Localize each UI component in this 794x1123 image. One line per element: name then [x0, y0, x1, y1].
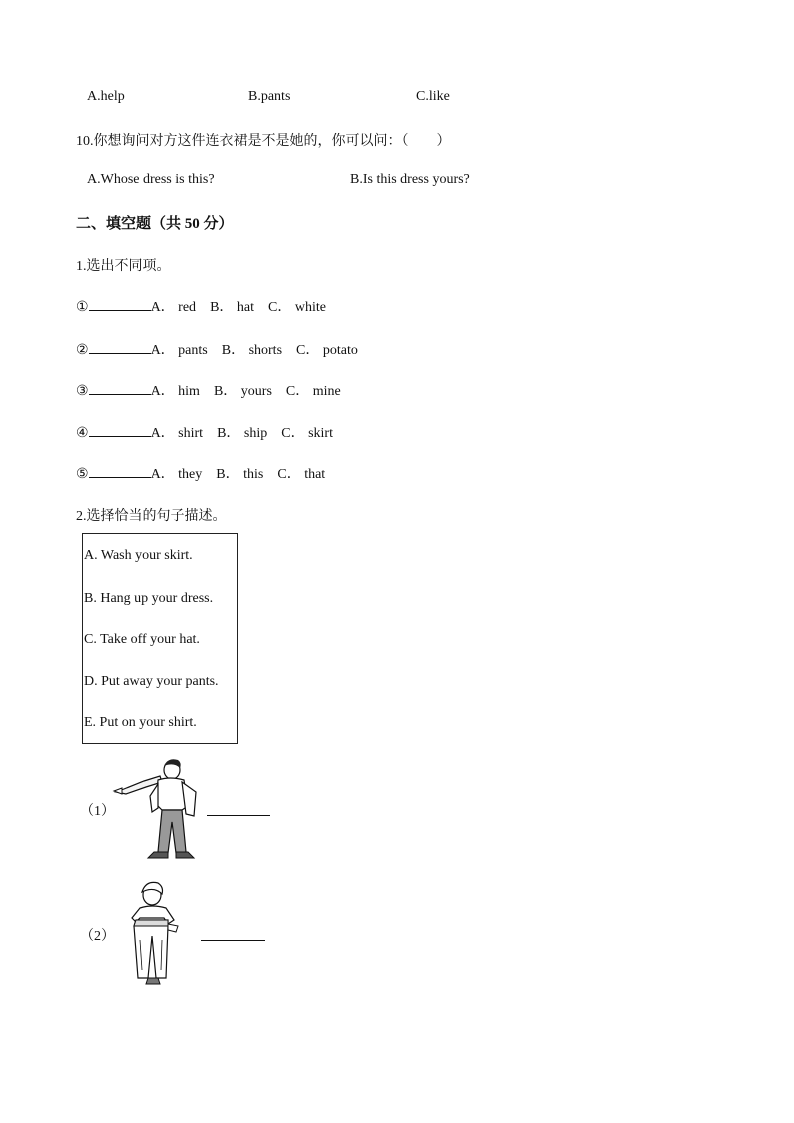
item-number: ③ — [76, 384, 89, 399]
option-b: B． hat — [210, 300, 255, 315]
option-c: C． potato — [296, 343, 358, 358]
answer-blank[interactable] — [89, 477, 151, 478]
option-b: B． shorts — [221, 343, 283, 358]
option-a: A． shirt — [150, 426, 204, 441]
q9-option-a: A.help — [87, 89, 125, 104]
option-c: C． white — [268, 300, 326, 315]
option-c: C. Take off your hat. — [84, 632, 200, 647]
q1-item-4 — [76, 422, 333, 442]
q1-instruction: 1.选出不同项。 — [76, 259, 171, 274]
q1-item-2 — [76, 339, 358, 359]
item-number: ④ — [76, 426, 89, 441]
option-d: D. Put away your pants. — [84, 674, 219, 689]
option-b: B. Hang up your dress. — [84, 591, 214, 606]
picture-1-answer-blank[interactable] — [207, 815, 270, 816]
q1-item-1 — [76, 296, 326, 316]
answer-blank[interactable] — [89, 353, 151, 354]
answer-blank[interactable] — [89, 394, 151, 395]
option-b: B． yours — [213, 384, 272, 399]
option-e: E. Put on your shirt. — [84, 715, 197, 730]
option-a: A． red — [150, 300, 197, 315]
option-c: C． mine — [285, 384, 341, 399]
picture-2-label: （2） — [80, 929, 115, 944]
answer-blank[interactable] — [89, 436, 151, 437]
option-a: A． they — [150, 467, 203, 482]
option-a: A． pants — [150, 343, 208, 358]
option-b: B． this — [216, 467, 264, 482]
q10-option-b: B.Is this dress yours? — [350, 172, 470, 187]
q9-option-b: B.pants — [248, 89, 291, 104]
q10-question: 10.你想询问对方这件连衣裙是不是她的，你可以问：（ ） — [76, 134, 451, 149]
section-title: 二、填空题（共 50 分） — [76, 216, 234, 232]
answer-blank[interactable] — [89, 310, 151, 311]
option-c: C． skirt — [281, 426, 333, 441]
item-number: ① — [76, 300, 89, 315]
q10-option-a: A.Whose dress is this? — [87, 172, 215, 187]
option-a: A. Wash your skirt. — [84, 548, 193, 563]
option-b: B． ship — [217, 426, 268, 441]
picture-1-label: （1） — [80, 804, 115, 819]
item-number: ⑤ — [76, 467, 89, 482]
q1-item-3 — [76, 380, 341, 400]
q1-item-5 — [76, 463, 325, 483]
q9-option-c: C.like — [416, 89, 450, 104]
picture-2-answer-blank[interactable] — [201, 940, 265, 941]
option-a: A． him — [150, 384, 200, 399]
option-c: C． that — [277, 467, 326, 482]
q2-instruction: 2.选择恰当的句子描述。 — [76, 509, 227, 524]
boy-holding-pants-illustration — [126, 880, 188, 986]
options-box — [82, 533, 238, 744]
man-taking-off-shirt-illustration — [112, 756, 204, 862]
item-number: ② — [76, 343, 89, 358]
